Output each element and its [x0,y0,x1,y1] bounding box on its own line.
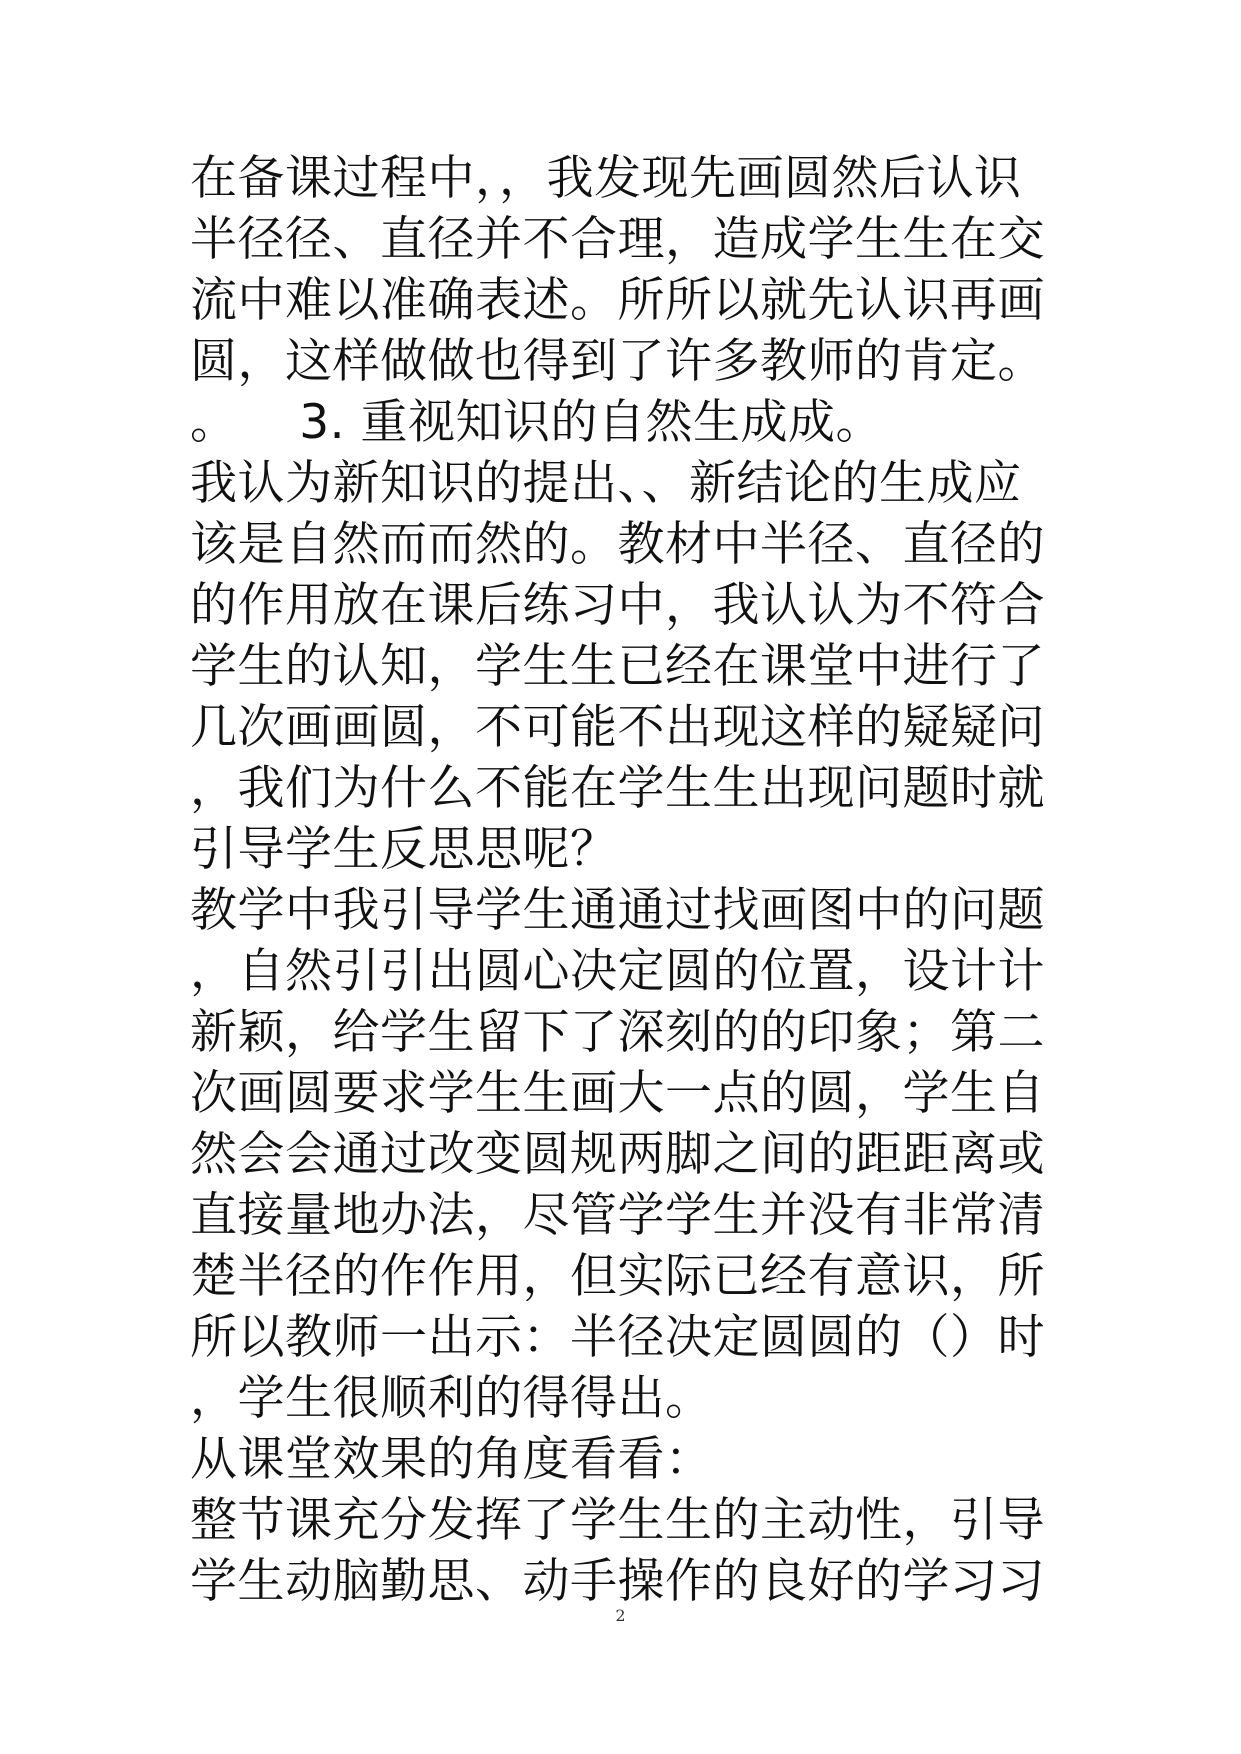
text-line: 学生动脑勤思、动手操作的良好的学习习 [190,1554,1045,1609]
text-line: ，我们为什么不能在学生生出现问题时就 [190,761,1045,816]
text-line: 直接量地办法，尽管学学生并没有非常清 [190,1188,1045,1243]
text-line: 从课堂效果的角度看看： [190,1432,713,1487]
text-line: 然会会通过改变圆规两脚之间的距距离或 [190,1127,1045,1182]
text-line: ，学生很顺利的得得出。 [190,1371,713,1426]
text-line: 所以教师一出示：半径决定圆圆的（）时 [190,1310,1045,1365]
text-line: 我认为新知识的提出、、新结论的生成应 [190,456,1022,511]
body-text [190,148,1045,1612]
text-line: 新颖，给学生留下了深刻的的印象；第二 [190,1005,1045,1060]
text-line: 整节课充分发挥了学生生的主动性，引导 [190,1493,1045,1548]
text-line: ，自然引引出圆心决定圆的位置，设计计 [190,944,1045,999]
text-line: 半径径、直径并不合理，造成学生生在交 [190,212,1045,267]
text-line: 圆，这样做做也得到了许多教师的肯定。 [190,334,1045,389]
text-line: 楚半径的作作用，但实际已经有意识，所 [190,1249,1045,1304]
text-line: 教学中我引导学生通通过找画图中的问题 [190,883,1045,938]
text-line: 在备课过程中，，我发现先画圆然后认识 [190,151,1022,206]
text-line: 学生的认知，学生生已经在课堂中进行了 [190,639,1045,694]
page-number: 2 [615,1606,626,1625]
text-line: 的作用放在课后练习中，我认认为不符合 [190,578,1045,633]
text-line: 流中难以准确表述。所所以就先认识再画 [190,273,1045,328]
text-line: 引导学生反思思呢？ [190,822,618,877]
text-line: 次画圆要求学生生画大一点的圆，学生自 [190,1066,1045,1121]
text-line: 几次画画圆，不可能不出现这样的疑疑问 [190,700,1045,755]
section-heading: 。 3. 重视知识的自然生成成。 [190,395,884,450]
text-line: 该是自然而而然的。教材中半径、直径的 [190,517,1045,572]
